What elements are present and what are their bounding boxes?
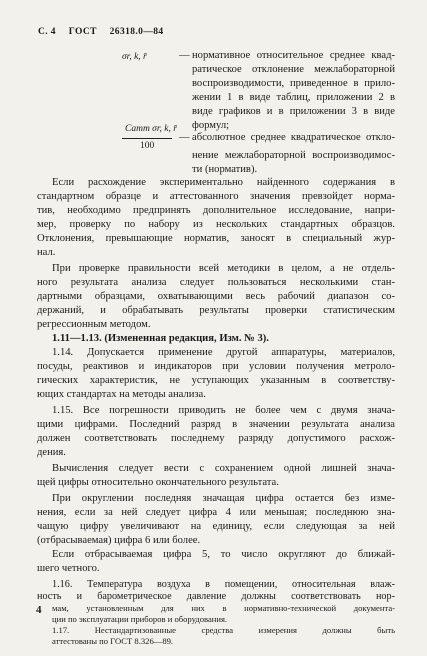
page-number: 4	[36, 604, 42, 616]
clause-1-14-line: 1.14. Допускается применение другой аппаратуры, материалов,	[52, 347, 395, 358]
standard-number: 26318.0—84	[109, 27, 164, 37]
fraction-numerator: Cатт σr, k, r̄	[125, 124, 177, 134]
paragraph-line: При проверке правильности всей методики в целом, а не отдель-	[52, 263, 395, 274]
fraction-bar	[122, 138, 172, 139]
paragraph-line: мер, проверку по набору из нескольких стандартных образцов.	[37, 219, 395, 230]
paragraph-line: нения, если за ней следует цифра 4 или меньшая; последнюю зна-	[37, 507, 395, 518]
definition-line: воспроизводимости, приведенное в прило-	[192, 78, 395, 89]
clause-1-15-line: должен соответствовать последнему разряду допустимого расхож-	[37, 433, 395, 444]
definition-line: жении 1 в виде таблиц, приложении 2 в	[192, 92, 395, 103]
definition-line: виде графиков и в приложении 3 в виде	[192, 106, 395, 117]
paragraph-line: чащую цифру увеличивают на единицу, если следующая за ней	[37, 521, 395, 532]
clause-1-15-line: 1.15. Все погрешности приводить не более чем с двумя знача-	[52, 405, 395, 416]
sigma-symbol: σr, k, r̄	[122, 52, 147, 62]
clause-1-17-line: аттестованы по ГОСТ 8.326—89.	[52, 636, 174, 646]
clause-1-15-line: щими цифрами. Последний разряд в значении результата анализа	[37, 419, 395, 430]
paragraph-line: стандартном образце и аттестованного значения превзойдет норма-	[37, 191, 395, 202]
amendment-note: 1.11—1.13. (Измененная редакция, Изм. № 3).	[52, 333, 269, 344]
clause-1-14-line: ющих стандартах на методы анализа.	[37, 389, 206, 400]
clause-1-15-line: дения.	[37, 447, 66, 458]
paragraph-line: нал.	[37, 247, 56, 258]
definition-dash: —	[179, 132, 190, 143]
standard-label: ГОСТ	[68, 27, 97, 37]
page-header	[38, 27, 174, 37]
tail-block	[52, 603, 395, 647]
paragraph-line: дартными образцами, охватывающими весь рабочий диапазон со-	[37, 291, 395, 302]
clause-1-16-line: мам, установленным для них в нормативно-технической документа-	[52, 603, 395, 613]
paragraph-line: Если расхождение экспериментально найденного содержания в	[52, 177, 395, 188]
clause-1-17-line: 1.17. Нестандартизованные средства измерения должны быть	[52, 625, 395, 635]
definition-line: нение межлабораторной воспроизводимос-	[192, 150, 395, 161]
clause-1-16-line: ность и барометрическое давление должны соответствовать нор-	[37, 591, 395, 602]
clause-1-14-line: гических характеристик, не уступающих указанным в соответству-	[37, 375, 395, 386]
definition-line: ратическое отклонение межлабораторной	[192, 64, 395, 75]
paragraph-line: Если отбрасываемая цифра 5, то число округляют до ближай-	[52, 549, 395, 560]
paragraph-line: щей цифры относительно окончательного результата.	[37, 477, 279, 488]
paragraph-line: шего четного.	[37, 563, 100, 574]
fraction-denominator: 100	[140, 141, 155, 151]
clause-1-16-line: ции по эксплуатации приборов и оборудования.	[52, 614, 228, 624]
paragraph-line: Вычисления следует вести с сохранением одной лишней знача-	[52, 463, 395, 474]
definition-line: формул;	[192, 120, 230, 131]
paragraph-line: тив, необходимо предпринять дополнительное исследование, напри-	[37, 205, 395, 216]
definition-line: нормативное относительное среднее квад-	[192, 50, 395, 61]
paragraph-line: При округлении последняя значащая цифра остается без изме-	[52, 493, 395, 504]
paragraph-line: (отбрасываемая) цифра 6 или более.	[37, 535, 201, 546]
paragraph-line: Отклонения, превышающие норматив, заносят в специальный жур-	[37, 233, 395, 244]
clause-1-14-line: посуды, реактивов и индикаторов при условии получения метроло-	[37, 361, 395, 372]
clause-1-16-line: 1.16. Температура воздуха в помещении, относительная влаж-	[52, 579, 395, 590]
paragraph-line: держаний, и обрабатывать результаты проверки статистическим	[37, 305, 395, 316]
paragraph-line: ного результата анализа следует пользоваться несколькими стан-	[37, 277, 395, 288]
paragraph-line: регрессионным методом.	[37, 319, 151, 330]
definition-line: абсолютное среднее квадратическое откло-	[192, 132, 395, 143]
definition-dash: —	[179, 50, 190, 61]
page-label: С. 4	[38, 27, 56, 37]
definition-line: ти (норматив).	[192, 164, 258, 175]
